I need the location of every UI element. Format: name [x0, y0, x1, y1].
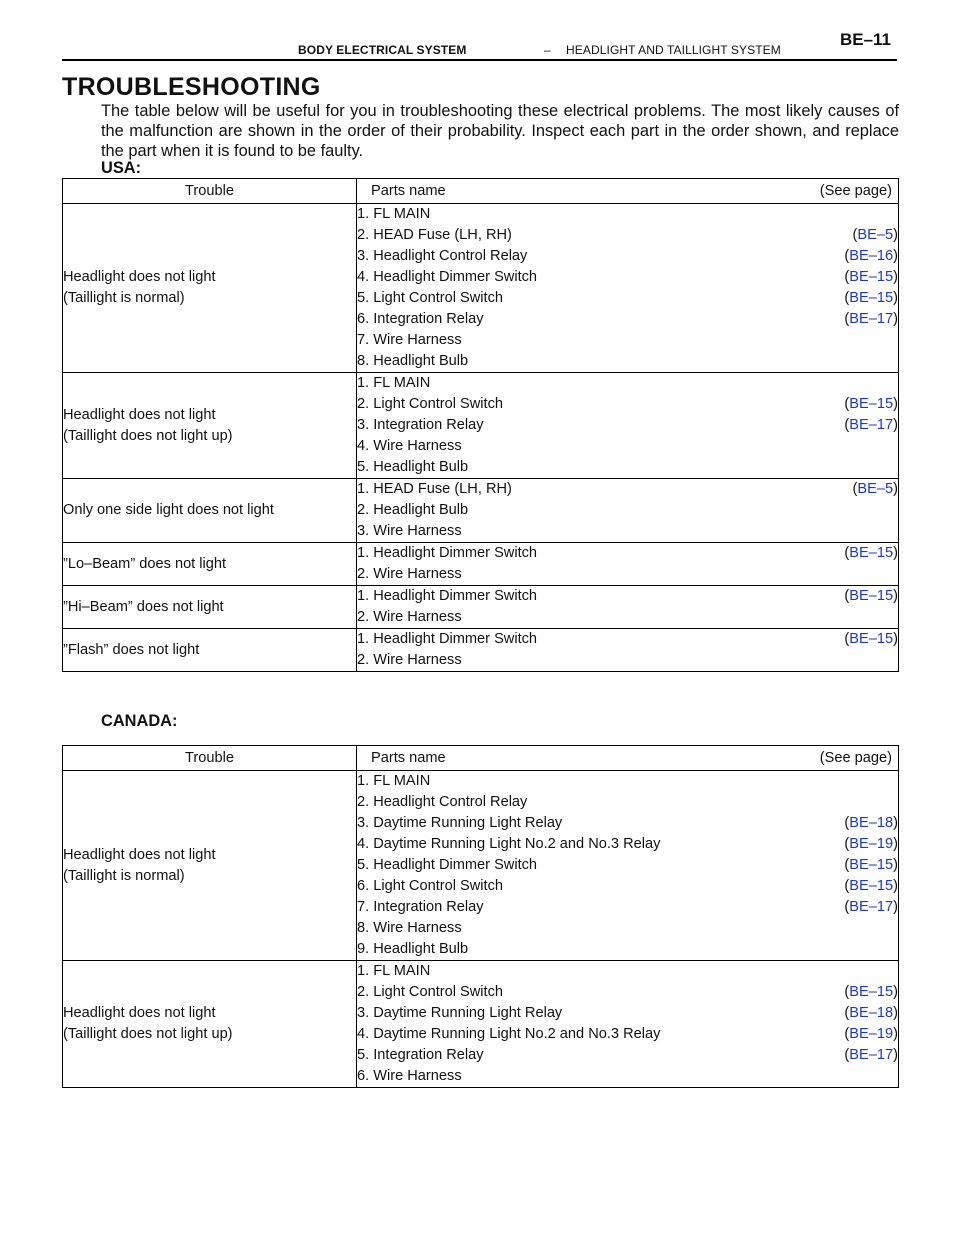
- table-row: [63, 961, 899, 1088]
- region-label-canada: CANADA:: [101, 712, 178, 730]
- table-row: [63, 543, 899, 586]
- part-item: [357, 521, 898, 542]
- table-header-row: [63, 746, 899, 771]
- part-item: [357, 246, 898, 267]
- page-reference-link[interactable]: BE–5: [857, 227, 894, 243]
- page-reference-link[interactable]: BE–15: [849, 631, 894, 647]
- parts-cell: [357, 629, 899, 672]
- see-page-ref: (BE–17): [844, 311, 898, 327]
- table-row: [63, 204, 899, 373]
- part-name: 7. Wire Harness: [357, 332, 462, 348]
- see-page-ref: (BE–15): [844, 545, 898, 561]
- trouble-text: Headlight does not light: [63, 1005, 216, 1021]
- part-item: [357, 1024, 898, 1045]
- see-page-ref: (BE–18): [844, 1005, 898, 1021]
- trouble-cell: [63, 543, 357, 586]
- page-reference-link[interactable]: BE–15: [849, 857, 894, 873]
- part-item: [357, 876, 898, 897]
- page-header: [62, 26, 897, 61]
- part-item: [357, 436, 898, 457]
- page-reference-link[interactable]: BE–15: [849, 396, 894, 412]
- table-row: [63, 373, 899, 479]
- part-name: 3. Daytime Running Light Relay: [357, 1005, 563, 1021]
- see-page-ref: (BE–15): [844, 588, 898, 604]
- col-header-trouble: Trouble: [63, 179, 357, 204]
- part-item: [357, 204, 898, 225]
- part-name: 6. Integration Relay: [357, 311, 484, 327]
- region-label-usa: USA:: [101, 159, 142, 177]
- col-header-parts-name: Parts name: [371, 750, 446, 766]
- see-page-ref: (BE–18): [844, 815, 898, 831]
- troubleshooting-table-usa: [62, 178, 899, 672]
- part-item: [357, 607, 898, 628]
- trouble-cell: [63, 373, 357, 479]
- troubleshooting-table-canada: [62, 745, 899, 1088]
- part-item: [357, 330, 898, 351]
- part-item: [357, 982, 898, 1003]
- part-name: 6. Wire Harness: [357, 1068, 462, 1084]
- page-reference-link[interactable]: BE–15: [849, 878, 894, 894]
- page-number: BE–11: [839, 30, 891, 49]
- part-name: 2. Light Control Switch: [357, 984, 504, 1000]
- see-page-ref: (BE–15): [844, 290, 898, 306]
- page-reference-link[interactable]: BE–15: [849, 545, 894, 561]
- page-reference-link[interactable]: BE–18: [849, 1005, 894, 1021]
- see-page-ref: (BE–16): [844, 248, 898, 264]
- part-item: [357, 415, 898, 436]
- part-name: 1. FL MAIN: [357, 773, 431, 789]
- see-page-ref: (BE–19): [844, 1026, 898, 1042]
- part-item: [357, 564, 898, 585]
- parts-cell: [357, 771, 899, 961]
- part-name: 1. Headlight Dimmer Switch: [357, 588, 538, 604]
- page-reference-link[interactable]: BE–17: [849, 311, 894, 327]
- header-subsection: HEADLIGHT AND TAILLIGHT SYSTEM: [566, 43, 781, 57]
- part-name: 2. Light Control Switch: [357, 396, 504, 412]
- trouble-text: ”Hi–Beam” does not light: [63, 598, 224, 615]
- part-item: [357, 1003, 898, 1024]
- col-header-parts-name: Parts name: [371, 183, 446, 199]
- trouble-text: ”Lo–Beam” does not light: [63, 555, 227, 572]
- see-page-ref: (BE–17): [844, 1047, 898, 1063]
- part-item: [357, 629, 898, 650]
- col-header-parts: [357, 179, 899, 204]
- parts-cell: [357, 479, 899, 543]
- page-reference-link[interactable]: BE–19: [849, 1026, 894, 1042]
- part-name: 7. Integration Relay: [357, 899, 484, 915]
- part-name: 5. Headlight Dimmer Switch: [357, 857, 538, 873]
- part-name: 8. Headlight Bulb: [357, 353, 469, 369]
- part-name: 2. Wire Harness: [357, 652, 462, 668]
- parts-cell: [357, 961, 899, 1088]
- part-name: 9. Headlight Bulb: [357, 941, 469, 957]
- trouble-text: ”Flash” does not light: [63, 641, 200, 658]
- parts-cell: [357, 543, 899, 586]
- part-item: [357, 479, 898, 500]
- header-separator: –: [544, 43, 551, 57]
- part-item: [357, 855, 898, 876]
- part-item: [357, 543, 898, 564]
- part-item: [357, 457, 898, 478]
- parts-cell: [357, 586, 899, 629]
- part-item: [357, 586, 898, 607]
- page-reference-link[interactable]: BE–17: [849, 1047, 894, 1063]
- part-name: 2. Headlight Bulb: [357, 502, 469, 518]
- page-reference-link[interactable]: BE–17: [849, 417, 894, 433]
- table-row: [63, 479, 899, 543]
- part-name: 5. Headlight Bulb: [357, 459, 469, 475]
- see-page-ref: (BE–15): [844, 857, 898, 873]
- part-item: [357, 897, 898, 918]
- part-name: 4. Daytime Running Light No.2 and No.3 Relay: [357, 1026, 661, 1042]
- part-item: [357, 813, 898, 834]
- part-item: [357, 792, 898, 813]
- part-name: 4. Wire Harness: [357, 438, 462, 454]
- page-reference-link[interactable]: BE–5: [857, 481, 894, 497]
- part-name: 3. Wire Harness: [357, 523, 462, 539]
- trouble-text: Headlight does not light: [63, 406, 216, 423]
- part-item: [357, 351, 898, 372]
- see-page-ref: (BE–15): [844, 631, 898, 647]
- part-item: [357, 394, 898, 415]
- trouble-text: (Taillight is normal): [63, 867, 185, 884]
- part-item: [357, 1045, 898, 1066]
- part-name: 2. HEAD Fuse (LH, RH): [357, 227, 512, 243]
- trouble-cell: [63, 961, 357, 1088]
- part-name: 3. Headlight Control Relay: [357, 248, 528, 264]
- table-row: [63, 586, 899, 629]
- page-reference-link[interactable]: BE–15: [849, 984, 894, 1000]
- part-name: 5. Integration Relay: [357, 1047, 484, 1063]
- part-item: [357, 961, 898, 982]
- see-page-ref: (BE–15): [844, 878, 898, 894]
- page-title: TROUBLESHOOTING: [62, 73, 321, 101]
- page-reference-link[interactable]: BE–16: [849, 248, 894, 264]
- trouble-cell: [63, 629, 357, 672]
- see-page-ref: (BE–15): [844, 984, 898, 1000]
- see-page-ref: (BE–5): [852, 227, 898, 243]
- part-name: 1. FL MAIN: [357, 206, 431, 222]
- intro-paragraph: The table below will be useful for you in troubleshooting these electrical problems. The most likely causes of the malfunction are shown in the order of their probability. Inspect each part in the order shown, and replace the part when it is found to be faulty.: [101, 102, 899, 160]
- page-reference-link[interactable]: BE–15: [849, 290, 894, 306]
- part-name: 2. Headlight Control Relay: [357, 794, 528, 810]
- part-item: [357, 834, 898, 855]
- trouble-text: (Taillight is normal): [63, 290, 185, 306]
- col-header-parts: [357, 746, 899, 771]
- trouble-text: (Taillight does not light up): [63, 1026, 233, 1042]
- page-reference-link[interactable]: BE–15: [849, 588, 894, 604]
- part-name: 1. FL MAIN: [357, 375, 431, 391]
- trouble-cell: [63, 204, 357, 373]
- part-item: [357, 650, 898, 671]
- parts-cell: [357, 373, 899, 479]
- part-item: [357, 1066, 898, 1087]
- part-name: 2. Wire Harness: [357, 609, 462, 625]
- trouble-cell: [63, 479, 357, 543]
- see-page-ref: (BE–19): [844, 836, 898, 852]
- part-name: 3. Daytime Running Light Relay: [357, 815, 563, 831]
- part-item: [357, 939, 898, 960]
- part-name: 5. Light Control Switch: [357, 290, 504, 306]
- see-page-ref: (BE–17): [844, 417, 898, 433]
- part-name: 4. Headlight Dimmer Switch: [357, 269, 538, 285]
- part-name: 4. Daytime Running Light No.2 and No.3 Relay: [357, 836, 661, 852]
- part-item: [357, 373, 898, 394]
- part-name: 2. Wire Harness: [357, 566, 462, 582]
- part-name: 1. FL MAIN: [357, 963, 431, 979]
- trouble-text: Only one side light does not light: [63, 502, 274, 518]
- trouble-cell: [63, 771, 357, 961]
- part-name: 8. Wire Harness: [357, 920, 462, 936]
- part-item: [357, 771, 898, 792]
- part-item: [357, 225, 898, 246]
- table-header-row: [63, 179, 899, 204]
- part-item: [357, 918, 898, 939]
- part-name: 1. Headlight Dimmer Switch: [357, 631, 538, 647]
- trouble-cell: [63, 586, 357, 629]
- col-header-see-page: (See page): [819, 750, 892, 766]
- part-item: [357, 288, 898, 309]
- page-reference-link[interactable]: BE–18: [849, 815, 894, 831]
- part-name: 3. Integration Relay: [357, 417, 484, 433]
- part-item: [357, 267, 898, 288]
- parts-cell: [357, 204, 899, 373]
- see-page-ref: (BE–17): [844, 899, 898, 915]
- see-page-ref: (BE–5): [852, 481, 898, 497]
- part-item: [357, 500, 898, 521]
- col-header-see-page: (See page): [819, 183, 892, 199]
- header-section: BODY ELECTRICAL SYSTEM: [298, 43, 467, 57]
- trouble-text: Headlight does not light: [63, 846, 216, 863]
- part-name: 1. Headlight Dimmer Switch: [357, 545, 538, 561]
- page-reference-link[interactable]: BE–19: [849, 836, 894, 852]
- page-reference-link[interactable]: BE–17: [849, 899, 894, 915]
- see-page-ref: (BE–15): [844, 396, 898, 412]
- table-row: [63, 629, 899, 672]
- part-name: 1. HEAD Fuse (LH, RH): [357, 481, 512, 497]
- trouble-text: Headlight does not light: [63, 269, 216, 285]
- page-reference-link[interactable]: BE–15: [849, 269, 894, 285]
- see-page-ref: (BE–15): [844, 269, 898, 285]
- part-name: 6. Light Control Switch: [357, 878, 504, 894]
- table-row: [63, 771, 899, 961]
- trouble-text: (Taillight does not light up): [63, 427, 233, 444]
- part-item: [357, 309, 898, 330]
- col-header-trouble: Trouble: [63, 746, 357, 771]
